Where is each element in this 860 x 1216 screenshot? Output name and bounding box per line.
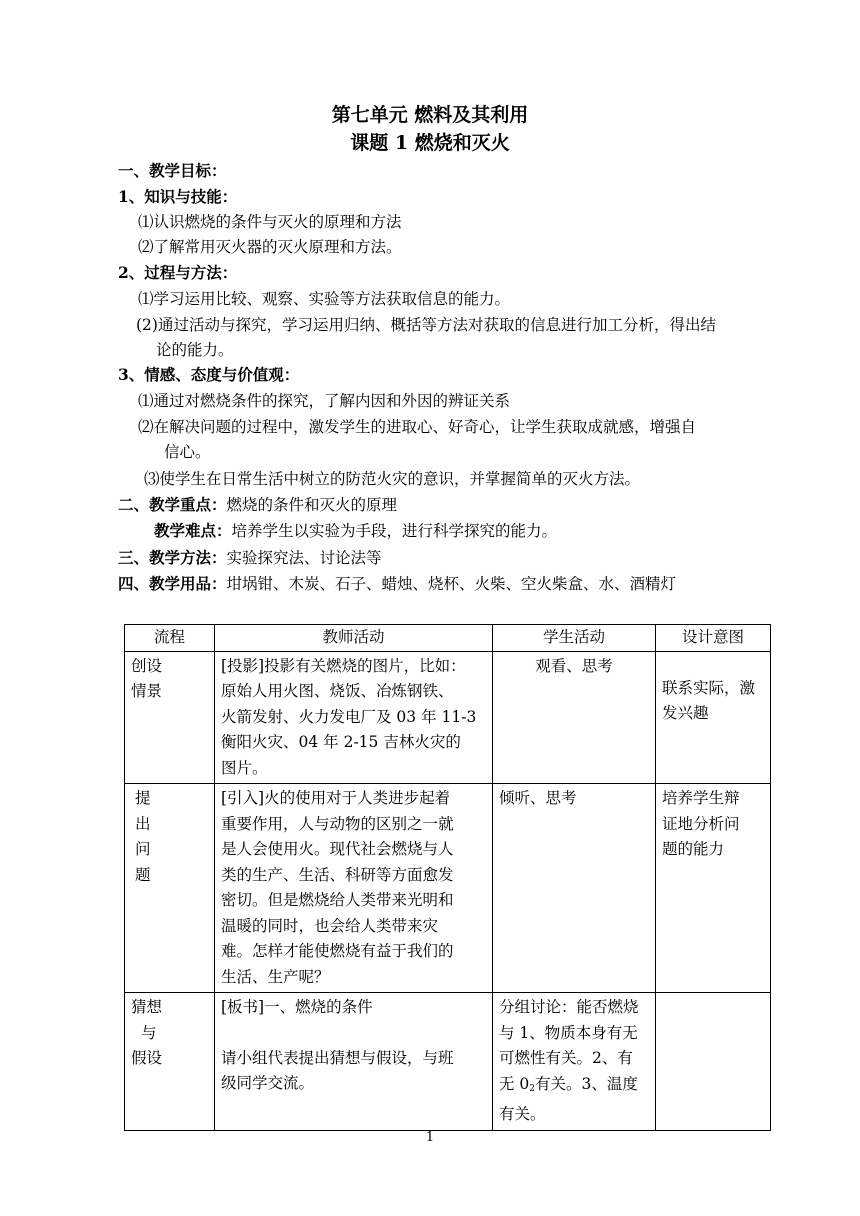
stage-line: 情景	[131, 682, 163, 700]
stage-line: 创设	[131, 656, 163, 675]
teacher-line: 是人会使用火。现代社会燃烧与人	[221, 840, 454, 858]
teacher-line: [投影]投影有关燃烧的图片，比如：	[221, 656, 466, 675]
difficulty-label: 教学难点：	[154, 521, 232, 540]
student-line	[499, 1072, 649, 1103]
intent-cell	[656, 784, 771, 993]
process-item-2a: (2)通过活动与探究，学习运用归纳、概括等方法对获取的信息进行加工分析，得出结	[136, 316, 716, 334]
stage-line: 题	[135, 865, 151, 884]
teacher-line: 原始人用火图、烧饭、冶炼钢铁、	[221, 682, 454, 700]
student-text: 无 0	[499, 1074, 530, 1093]
unit-title: 第七单元 燃料及其利用	[331, 104, 529, 126]
table-row	[125, 993, 771, 1131]
intent-line: 证地分析问	[662, 814, 740, 833]
intent-cell	[656, 651, 771, 784]
key-point	[118, 494, 397, 516]
teacher-line: 火箭发射、火力发电厂及 03 年 11-3	[221, 707, 477, 726]
teacher-spacer	[221, 1021, 486, 1046]
teacher-line: 级同学交流。	[221, 1074, 315, 1092]
stage-line: 问	[135, 840, 151, 858]
teacher-line: 衡阳火灾、04 年 2-15 吉林火灾的	[221, 733, 461, 751]
oxygen-subscript: 2	[529, 1083, 536, 1094]
emotion-heading: 3、情感、态度与价值观：	[118, 365, 300, 384]
teacher-cell	[215, 993, 493, 1131]
method-label: 三、教学方法：	[118, 548, 227, 567]
header-student: 学生活动	[493, 625, 656, 652]
method-text: 实验探究法、讨论法等	[226, 549, 382, 567]
teacher-cell	[215, 784, 493, 993]
knowledge-heading: 1、知识与技能：	[118, 187, 238, 206]
emotion-item-2b: 信心。	[164, 443, 211, 461]
process-heading: 2、过程与方法：	[118, 263, 238, 282]
header-teacher: 教师活动	[215, 625, 493, 652]
table-row	[125, 651, 771, 784]
table-header-row	[125, 625, 771, 652]
stage-line: 假设	[131, 1049, 163, 1067]
emotion-item-1: ⑴通过对燃烧条件的探究，了解内因和外因的辨证关系	[138, 392, 511, 410]
teacher-line: 请小组代表提出猜想与假设，与班	[221, 1048, 454, 1067]
stage-cell	[125, 993, 215, 1131]
stage-cell	[125, 651, 215, 784]
teacher-line: 类的生产、生活、科研等方面愈发	[221, 865, 454, 884]
objectives-heading: 一、教学目标：	[118, 161, 227, 180]
student-cell: 观看、思考	[493, 651, 656, 784]
process-item-2b: 论的能力。	[156, 341, 234, 359]
key-point-label: 二、教学重点：	[118, 495, 227, 514]
student-line: 可燃性有关。2、有	[499, 1049, 633, 1067]
teacher-line: [板书]一、燃烧的条件	[221, 998, 373, 1016]
knowledge-item-1: ⑴认识燃烧的条件与灭火的原理和方法	[138, 213, 402, 231]
process-item-1: ⑴学习运用比较、观察、实验等方法获取信息的能力。	[138, 290, 511, 308]
table-row	[125, 784, 771, 993]
teaching-method	[118, 547, 382, 569]
intent-line: 联系实际，激	[662, 678, 756, 697]
teacher-line: 难。怎样才能使燃烧有益于我们的	[221, 942, 454, 960]
student-line: 分组讨论：能否燃烧	[499, 998, 639, 1016]
knowledge-item-2: ⑵了解常用灭火器的灭火原理和方法。	[138, 238, 402, 256]
lesson-plan-table	[124, 624, 771, 1131]
student-line: 与 1、物质本身有无	[499, 1023, 638, 1042]
key-point-text: 燃烧的条件和灭火的原理	[226, 496, 398, 514]
difficulty-point	[154, 520, 557, 542]
student-cell	[493, 993, 656, 1131]
student-text: 有关。3、温度	[535, 1074, 638, 1093]
difficulty-text: 培养学生以实验为手段，进行科学探究的能力。	[231, 522, 558, 540]
teacher-line: 生活、生产呢？	[221, 967, 330, 986]
teacher-line: [引入]火的使用对于人类进步起着	[221, 789, 451, 807]
teacher-line: 图片。	[221, 758, 268, 777]
intent-line: 题的能力	[662, 840, 725, 858]
student-cell: 倾听、思考	[493, 784, 656, 993]
teaching-supplies	[118, 573, 676, 595]
stage-line: 与	[141, 1023, 157, 1042]
stage-cell	[125, 784, 215, 993]
teacher-cell	[215, 651, 493, 784]
supplies-label: 四、教学用品：	[118, 574, 227, 593]
header-stage: 流程	[125, 625, 215, 652]
stage-line: 提	[135, 789, 151, 807]
stage-line: 猜想	[131, 998, 163, 1016]
lesson-title: 课题 1 燃烧和灭火	[350, 132, 510, 154]
teacher-line: 温暖的同时，也会给人类带来灾	[221, 916, 439, 935]
stage-line: 出	[135, 814, 151, 833]
page-number: 1	[425, 1130, 435, 1145]
teacher-line: 重要作用，人与动物的区别之一就	[221, 814, 454, 833]
intent-line: 培养学生辩	[662, 789, 740, 807]
teacher-line: 密切。但是燃烧给人类带来光明和	[221, 891, 454, 909]
emotion-item-2a: ⑵在解决问题的过程中，激发学生的进取心、好奇心，让学生获取成就感，增强自	[138, 418, 697, 436]
header-intent: 设计意图	[656, 625, 771, 652]
supplies-text: 坩埚钳、木炭、石子、蜡烛、烧杯、火柴、空火柴盒、水、酒精灯	[226, 575, 677, 593]
intent-cell	[656, 993, 771, 1131]
student-line: 有关。	[499, 1105, 546, 1123]
emotion-item-3: ⑶使学生在日常生活中树立的防范火灾的意识，并掌握简单的灭火方法。	[144, 470, 641, 488]
intent-line: 发兴趣	[662, 704, 709, 722]
